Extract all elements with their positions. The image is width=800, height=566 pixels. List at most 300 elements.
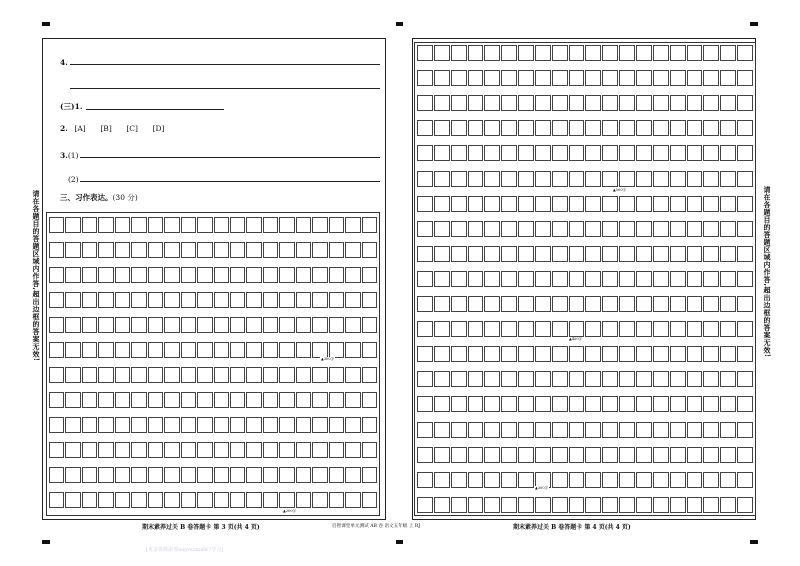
grid-cell[interactable] (49, 392, 64, 408)
grid-cell[interactable] (279, 392, 294, 408)
grid-cell[interactable] (246, 342, 261, 358)
grid-cell[interactable] (451, 321, 467, 337)
grid-cell[interactable] (737, 196, 753, 212)
grid-cell[interactable] (230, 317, 245, 333)
grid-cell[interactable] (602, 196, 618, 212)
grid-cell[interactable] (720, 497, 736, 513)
grid-cell[interactable] (535, 95, 551, 111)
grid-cell[interactable] (552, 396, 568, 412)
grid-cell[interactable] (518, 472, 534, 488)
grid-cell[interactable] (451, 296, 467, 312)
grid-cell[interactable] (653, 447, 669, 463)
grid-cell[interactable] (230, 467, 245, 483)
grid-cell[interactable] (362, 317, 377, 333)
grid-cell[interactable] (703, 246, 719, 262)
grid-cell[interactable] (98, 217, 113, 233)
grid-cell[interactable] (148, 242, 163, 258)
grid-cell[interactable] (417, 396, 433, 412)
grid-cell[interactable] (670, 120, 686, 136)
grid-cell[interactable] (451, 221, 467, 237)
grid-cell[interactable] (552, 472, 568, 488)
grid-cell[interactable] (619, 396, 635, 412)
grid-cell[interactable] (484, 221, 500, 237)
grid-cell[interactable] (585, 221, 601, 237)
grid-cell[interactable] (602, 70, 618, 86)
grid-cell[interactable] (703, 346, 719, 362)
grid-cell[interactable] (619, 497, 635, 513)
grid-cell[interactable] (552, 246, 568, 262)
grid-cell[interactable] (703, 70, 719, 86)
grid-cell[interactable] (552, 296, 568, 312)
grid-cell[interactable] (115, 392, 130, 408)
grid-cell[interactable] (98, 242, 113, 258)
grid-cell[interactable] (468, 171, 484, 187)
grid-cell[interactable] (687, 196, 703, 212)
grid-cell[interactable] (131, 242, 146, 258)
grid-cell[interactable] (653, 422, 669, 438)
grid-cell[interactable] (451, 70, 467, 86)
grid-cell[interactable] (501, 145, 517, 161)
grid-cell[interactable] (484, 271, 500, 287)
grid-cell[interactable] (535, 447, 551, 463)
grid-cell[interactable] (131, 467, 146, 483)
grid-cell[interactable] (720, 321, 736, 337)
grid-cell[interactable] (636, 95, 652, 111)
grid-cell[interactable] (434, 447, 450, 463)
grid-cell[interactable] (703, 45, 719, 61)
grid-cell[interactable] (720, 296, 736, 312)
grid-cell[interactable] (434, 196, 450, 212)
grid-cell[interactable] (230, 267, 245, 283)
grid-cell[interactable] (49, 317, 64, 333)
grid-cell[interactable] (670, 196, 686, 212)
grid-cell[interactable] (636, 120, 652, 136)
grid-cell[interactable] (670, 321, 686, 337)
grid-cell[interactable] (468, 422, 484, 438)
grid-cell[interactable] (518, 246, 534, 262)
grid-cell[interactable] (468, 45, 484, 61)
grid-cell[interactable] (636, 447, 652, 463)
grid-cell[interactable] (501, 346, 517, 362)
grid-cell[interactable] (569, 70, 585, 86)
grid-cell[interactable] (585, 321, 601, 337)
grid-cell[interactable] (737, 221, 753, 237)
grid-cell[interactable] (312, 242, 327, 258)
grid-cell[interactable] (468, 145, 484, 161)
grid-cell[interactable] (552, 120, 568, 136)
grid-cell[interactable] (737, 447, 753, 463)
grid-cell[interactable] (362, 417, 377, 433)
grid-cell[interactable] (703, 95, 719, 111)
grid-cell[interactable] (329, 417, 344, 433)
grid-cell[interactable] (687, 171, 703, 187)
grid-cell[interactable] (535, 246, 551, 262)
grid-cell[interactable] (552, 346, 568, 362)
grid-cell[interactable] (670, 95, 686, 111)
grid-cell[interactable] (312, 367, 327, 383)
grid-cell[interactable] (417, 497, 433, 513)
grid-cell[interactable] (148, 267, 163, 283)
grid-cell[interactable] (451, 497, 467, 513)
grid-cell[interactable] (687, 70, 703, 86)
grid-cell[interactable] (312, 392, 327, 408)
grid-cell[interactable] (468, 321, 484, 337)
q2-option-b[interactable]: [B] (100, 124, 112, 133)
grid-cell[interactable] (345, 317, 360, 333)
grid-cell[interactable] (329, 342, 344, 358)
grid-cell[interactable] (417, 447, 433, 463)
grid-cell[interactable] (687, 271, 703, 287)
grid-cell[interactable] (619, 70, 635, 86)
grid-cell[interactable] (214, 342, 229, 358)
grid-cell[interactable] (345, 492, 360, 508)
grid-cell[interactable] (484, 321, 500, 337)
grid-cell[interactable] (518, 346, 534, 362)
grid-cell[interactable] (569, 497, 585, 513)
grid-cell[interactable] (434, 221, 450, 237)
grid-cell[interactable] (82, 392, 97, 408)
grid-cell[interactable] (181, 342, 196, 358)
grid-cell[interactable] (417, 196, 433, 212)
grid-cell[interactable] (279, 217, 294, 233)
grid-cell[interactable] (345, 217, 360, 233)
grid-cell[interactable] (214, 267, 229, 283)
grid-cell[interactable] (569, 396, 585, 412)
grid-cell[interactable] (362, 492, 377, 508)
grid-cell[interactable] (417, 171, 433, 187)
grid-cell[interactable] (484, 422, 500, 438)
grid-cell[interactable] (535, 70, 551, 86)
grid-cell[interactable] (670, 472, 686, 488)
grid-cell[interactable] (214, 467, 229, 483)
grid-cell[interactable] (451, 171, 467, 187)
grid-cell[interactable] (329, 242, 344, 258)
grid-cell[interactable] (82, 292, 97, 308)
grid-cell[interactable] (518, 45, 534, 61)
grid-cell[interactable] (246, 492, 261, 508)
grid-cell[interactable] (737, 371, 753, 387)
grid-cell[interactable] (434, 321, 450, 337)
grid-cell[interactable] (585, 246, 601, 262)
grid-cell[interactable] (312, 442, 327, 458)
grid-cell[interactable] (585, 396, 601, 412)
grid-cell[interactable] (82, 492, 97, 508)
grid-cell[interactable] (585, 70, 601, 86)
grid-cell[interactable] (65, 367, 80, 383)
grid-cell[interactable] (670, 396, 686, 412)
grid-cell[interactable] (552, 221, 568, 237)
grid-cell[interactable] (737, 296, 753, 312)
grid-cell[interactable] (230, 417, 245, 433)
grid-cell[interactable] (569, 422, 585, 438)
grid-cell[interactable] (569, 171, 585, 187)
grid-cell[interactable] (585, 497, 601, 513)
grid-cell[interactable] (569, 346, 585, 362)
grid-cell[interactable] (82, 367, 97, 383)
grid-cell[interactable] (653, 371, 669, 387)
grid-cell[interactable] (49, 467, 64, 483)
grid-cell[interactable] (468, 120, 484, 136)
q2-option-c[interactable]: [C] (126, 124, 138, 133)
grid-cell[interactable] (602, 346, 618, 362)
grid-cell[interactable] (636, 472, 652, 488)
grid-cell[interactable] (687, 296, 703, 312)
grid-cell[interactable] (670, 145, 686, 161)
grid-cell[interactable] (619, 246, 635, 262)
grid-cell[interactable] (148, 392, 163, 408)
grid-cell[interactable] (720, 346, 736, 362)
grid-cell[interactable] (296, 267, 311, 283)
grid-cell[interactable] (535, 271, 551, 287)
grid-cell[interactable] (720, 472, 736, 488)
grid-cell[interactable] (703, 447, 719, 463)
grid-cell[interactable] (670, 221, 686, 237)
grid-cell[interactable] (619, 145, 635, 161)
grid-cell[interactable] (619, 45, 635, 61)
grid-cell[interactable] (49, 342, 64, 358)
grid-cell[interactable] (65, 442, 80, 458)
grid-cell[interactable] (484, 472, 500, 488)
grid-cell[interactable] (552, 321, 568, 337)
grid-cell[interactable] (296, 292, 311, 308)
grid-cell[interactable] (434, 95, 450, 111)
grid-cell[interactable] (518, 70, 534, 86)
grid-cell[interactable] (82, 417, 97, 433)
grid-cell[interactable] (720, 196, 736, 212)
grid-cell[interactable] (197, 467, 212, 483)
grid-cell[interactable] (535, 45, 551, 61)
grid-cell[interactable] (585, 296, 601, 312)
grid-cell[interactable] (246, 417, 261, 433)
grid-cell[interactable] (653, 45, 669, 61)
grid-cell[interactable] (737, 271, 753, 287)
grid-cell[interactable] (720, 145, 736, 161)
grid-cell[interactable] (737, 422, 753, 438)
grid-cell[interactable] (501, 497, 517, 513)
grid-cell[interactable] (535, 120, 551, 136)
grid-cell[interactable] (468, 70, 484, 86)
grid-cell[interactable] (451, 196, 467, 212)
grid-cell[interactable] (329, 392, 344, 408)
grid-cell[interactable] (49, 442, 64, 458)
grid-cell[interactable] (670, 70, 686, 86)
grid-cell[interactable] (230, 242, 245, 258)
grid-cell[interactable] (468, 271, 484, 287)
grid-cell[interactable] (585, 145, 601, 161)
grid-cell[interactable] (552, 422, 568, 438)
grid-cell[interactable] (636, 45, 652, 61)
grid-cell[interactable] (451, 472, 467, 488)
grid-cell[interactable] (296, 392, 311, 408)
grid-cell[interactable] (720, 95, 736, 111)
grid-cell[interactable] (518, 221, 534, 237)
grid-cell[interactable] (263, 342, 278, 358)
grid-cell[interactable] (670, 171, 686, 187)
q2-option-d[interactable]: [D] (152, 124, 165, 133)
grid-cell[interactable] (148, 417, 163, 433)
grid-cell[interactable] (720, 246, 736, 262)
grid-cell[interactable] (329, 367, 344, 383)
grid-cell[interactable] (602, 271, 618, 287)
grid-cell[interactable] (214, 292, 229, 308)
grid-cell[interactable] (417, 45, 433, 61)
grid-cell[interactable] (720, 70, 736, 86)
grid-cell[interactable] (619, 296, 635, 312)
grid-cell[interactable] (279, 242, 294, 258)
grid-cell[interactable] (296, 342, 311, 358)
grid-cell[interactable] (49, 492, 64, 508)
grid-cell[interactable] (501, 321, 517, 337)
grid-cell[interactable] (653, 271, 669, 287)
grid-cell[interactable] (602, 422, 618, 438)
grid-cell[interactable] (362, 467, 377, 483)
grid-cell[interactable] (602, 95, 618, 111)
grid-cell[interactable] (451, 45, 467, 61)
grid-cell[interactable] (451, 145, 467, 161)
grid-cell[interactable] (468, 221, 484, 237)
grid-cell[interactable] (619, 447, 635, 463)
grid-cell[interactable] (535, 396, 551, 412)
grid-cell[interactable] (468, 447, 484, 463)
grid-cell[interactable] (653, 246, 669, 262)
grid-cell[interactable] (49, 292, 64, 308)
grid-cell[interactable] (115, 217, 130, 233)
grid-cell[interactable] (98, 367, 113, 383)
grid-cell[interactable] (703, 396, 719, 412)
grid-cell[interactable] (148, 342, 163, 358)
grid-cell[interactable] (501, 45, 517, 61)
grid-cell[interactable] (312, 467, 327, 483)
grid-cell[interactable] (279, 367, 294, 383)
grid-cell[interactable] (230, 367, 245, 383)
grid-cell[interactable] (602, 497, 618, 513)
grid-cell[interactable] (552, 45, 568, 61)
grid-cell[interactable] (552, 145, 568, 161)
composition-grid-right[interactable] (414, 42, 756, 516)
grid-cell[interactable] (312, 217, 327, 233)
grid-cell[interactable] (720, 120, 736, 136)
grid-cell[interactable] (653, 196, 669, 212)
grid-cell[interactable] (329, 217, 344, 233)
grid-cell[interactable] (518, 271, 534, 287)
grid-cell[interactable] (653, 95, 669, 111)
grid-cell[interactable] (131, 492, 146, 508)
grid-cell[interactable] (501, 120, 517, 136)
grid-cell[interactable] (263, 392, 278, 408)
grid-cell[interactable] (417, 296, 433, 312)
grid-cell[interactable] (602, 396, 618, 412)
grid-cell[interactable] (552, 371, 568, 387)
grid-cell[interactable] (417, 371, 433, 387)
grid-cell[interactable] (484, 246, 500, 262)
grid-cell[interactable] (484, 371, 500, 387)
grid-cell[interactable] (451, 120, 467, 136)
grid-cell[interactable] (602, 221, 618, 237)
grid-cell[interactable] (417, 246, 433, 262)
grid-cell[interactable] (82, 267, 97, 283)
grid-cell[interactable] (148, 442, 163, 458)
grid-cell[interactable] (148, 317, 163, 333)
grid-cell[interactable] (703, 296, 719, 312)
grid-cell[interactable] (687, 145, 703, 161)
grid-cell[interactable] (131, 317, 146, 333)
grid-cell[interactable] (552, 271, 568, 287)
grid-cell[interactable] (362, 442, 377, 458)
grid-cell[interactable] (312, 317, 327, 333)
grid-cell[interactable] (518, 171, 534, 187)
grid-cell[interactable] (468, 472, 484, 488)
grid-cell[interactable] (737, 497, 753, 513)
q3-section-1-line[interactable] (60, 98, 230, 112)
grid-cell[interactable] (653, 221, 669, 237)
grid-cell[interactable] (670, 246, 686, 262)
grid-cell[interactable] (484, 70, 500, 86)
grid-cell[interactable] (296, 217, 311, 233)
grid-cell[interactable] (737, 120, 753, 136)
grid-cell[interactable] (434, 120, 450, 136)
grid-cell[interactable] (468, 346, 484, 362)
grid-cell[interactable] (98, 442, 113, 458)
grid-cell[interactable] (98, 392, 113, 408)
grid-cell[interactable] (569, 95, 585, 111)
grid-cell[interactable] (484, 196, 500, 212)
grid-cell[interactable] (362, 242, 377, 258)
grid-cell[interactable] (602, 246, 618, 262)
grid-cell[interactable] (670, 45, 686, 61)
grid-cell[interactable] (703, 422, 719, 438)
grid-cell[interactable] (181, 417, 196, 433)
grid-cell[interactable] (263, 242, 278, 258)
grid-cell[interactable] (585, 120, 601, 136)
grid-cell[interactable] (246, 292, 261, 308)
grid-cell[interactable] (434, 246, 450, 262)
grid-cell[interactable] (329, 467, 344, 483)
grid-cell[interactable] (468, 246, 484, 262)
grid-cell[interactable] (484, 447, 500, 463)
grid-cell[interactable] (65, 467, 80, 483)
grid-cell[interactable] (197, 267, 212, 283)
grid-cell[interactable] (451, 396, 467, 412)
grid-cell[interactable] (703, 221, 719, 237)
grid-cell[interactable] (214, 242, 229, 258)
grid-cell[interactable] (181, 292, 196, 308)
grid-cell[interactable] (484, 95, 500, 111)
grid-cell[interactable] (484, 120, 500, 136)
grid-cell[interactable] (451, 271, 467, 287)
grid-cell[interactable] (246, 367, 261, 383)
grid-cell[interactable] (434, 497, 450, 513)
grid-cell[interactable] (362, 342, 377, 358)
grid-cell[interactable] (296, 442, 311, 458)
grid-cell[interactable] (518, 447, 534, 463)
grid-cell[interactable] (65, 317, 80, 333)
grid-cell[interactable] (164, 242, 179, 258)
grid-cell[interactable] (246, 442, 261, 458)
grid-cell[interactable] (434, 70, 450, 86)
grid-cell[interactable] (148, 217, 163, 233)
grid-cell[interactable] (451, 246, 467, 262)
grid-cell[interactable] (619, 422, 635, 438)
grid-cell[interactable] (131, 217, 146, 233)
grid-cell[interactable] (518, 145, 534, 161)
grid-cell[interactable] (670, 422, 686, 438)
grid-cell[interactable] (602, 145, 618, 161)
grid-cell[interactable] (670, 271, 686, 287)
grid-cell[interactable] (164, 442, 179, 458)
grid-cell[interactable] (619, 472, 635, 488)
grid-cell[interactable] (49, 417, 64, 433)
grid-cell[interactable] (602, 447, 618, 463)
